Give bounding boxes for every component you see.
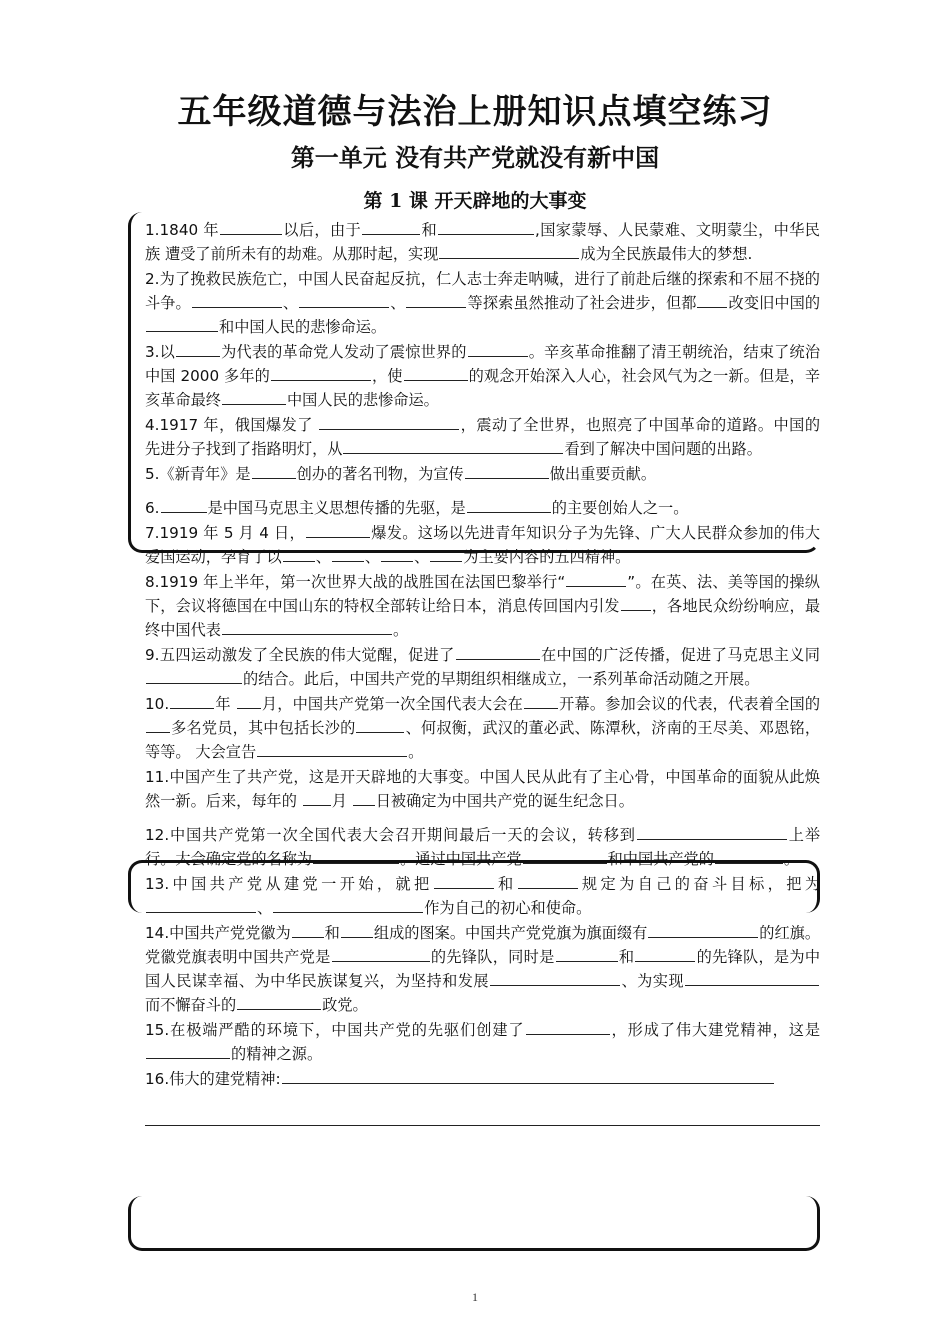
answer-blank[interactable] xyxy=(566,571,626,587)
question-text: 以后，由于 xyxy=(282,221,362,239)
scan-frame-bottom xyxy=(128,1196,820,1251)
question-text: 的先锋队，同时是 xyxy=(430,948,555,966)
question-text: 月，中国共产党第一次全国代表大会在 xyxy=(261,695,523,713)
question-text: 的精神之源。 xyxy=(231,1045,323,1063)
answer-blank[interactable] xyxy=(524,693,558,709)
answer-blank[interactable] xyxy=(271,365,371,381)
question-text: 等探索虽然推动了社会进步，但都 xyxy=(467,294,697,312)
answer-blank[interactable] xyxy=(303,790,331,806)
answer-blank[interactable] xyxy=(430,546,462,562)
question-text: 、 xyxy=(414,548,430,566)
question-text: 开幕。参加会议的代表，代表着全国的 xyxy=(558,695,821,713)
question-text: 、 xyxy=(282,294,299,312)
question-text: 的结合。此后，中国共产党的早期组织相继成立，一系列革命活动随之开展。 xyxy=(243,670,760,688)
answer-blank[interactable] xyxy=(170,693,214,709)
question-15 xyxy=(145,1018,820,1066)
question-text: 14.中国共产党党徽为 xyxy=(145,924,291,942)
question-text: 爆发。这场以先进青年知识分子为先锋、广大人民群众参加的伟大爱国运动，孕育了以 xyxy=(145,524,821,566)
question-4 xyxy=(145,413,820,461)
question-text: 、何叔衡，武汉的董必武、陈潭秋，济南的王尽美、邓恩铭，等等。 大会宣告 xyxy=(145,719,821,761)
answer-blank[interactable] xyxy=(176,341,220,357)
question-text: ，各地民众纷纷响应，最终中国代表 xyxy=(145,597,821,639)
question-1 xyxy=(145,218,820,266)
answer-blank[interactable] xyxy=(685,970,819,986)
question-5 xyxy=(145,462,820,486)
answer-blank[interactable] xyxy=(343,438,563,454)
answer-blank[interactable] xyxy=(438,219,534,235)
question-text: 12.中国共产党第一次全国代表大会召开期间最后一天的会议，转移到 xyxy=(145,826,636,844)
question-text: 15.在极端严酷的环境下，中国共产党的先驱们创建了 xyxy=(145,1021,525,1039)
question-text: 是中国马克思主义思想传播的先驱，是 xyxy=(207,499,466,517)
answer-blank[interactable] xyxy=(292,922,324,938)
page-number: 1 xyxy=(472,1290,478,1304)
answer-blank[interactable] xyxy=(635,946,695,962)
question-text: 月 xyxy=(331,792,352,810)
question-text: 、 xyxy=(390,294,406,312)
answer-blank[interactable] xyxy=(362,219,420,235)
question-text: 和中国共产党的 xyxy=(607,850,714,868)
question-text: ，形成了伟大建党精神，这是 xyxy=(610,1021,821,1039)
answer-line[interactable] xyxy=(145,1107,820,1126)
question-text: 做出重要贡献。 xyxy=(549,465,656,483)
question-text: 和 xyxy=(618,948,635,966)
question-text: 和 xyxy=(421,221,438,239)
question-text: 。 xyxy=(783,850,800,868)
question-text: 中国人民的悲惨命运。 xyxy=(286,391,439,409)
question-text: 创办的著名刊物，为宣传 xyxy=(296,465,464,483)
question-text: 改变旧中国的 xyxy=(728,294,821,312)
question-text: 16.伟大的建党精神: xyxy=(145,1070,281,1088)
question-text: 。通过中国共产党 xyxy=(400,850,522,868)
question-8 xyxy=(145,570,820,642)
answer-blank[interactable] xyxy=(523,848,607,864)
question-text: 而不懈奋斗的 xyxy=(145,996,237,1014)
question-12 xyxy=(145,823,820,871)
answer-blank[interactable] xyxy=(404,365,468,381)
question-text: 在中国的广泛传播，促进了马克思主义同 xyxy=(540,646,820,664)
question-text: 7.1919 年 5 月 4 日， xyxy=(145,524,306,542)
question-text: ,国家蒙辱、人民蒙难、文明蒙尘，中华民族 遭受了前所未有的劫难。从那时起，实现 xyxy=(145,221,820,263)
question-text: 为代表的革命党人发动了震惊世界的 xyxy=(220,343,467,361)
answer-blank[interactable] xyxy=(146,717,170,733)
answer-blank[interactable] xyxy=(381,546,413,562)
answer-blank[interactable] xyxy=(468,341,528,357)
question-text: ”。在英、法、美等国的操纵下，会议将德国在中国山东的特权全部转让给日本，消息传回国内引发 xyxy=(145,573,820,615)
question-text: 规定为自己的奋斗目标，把为 xyxy=(578,875,821,893)
question-text: 多名党员，其中包括长沙的 xyxy=(171,719,356,737)
answer-blank[interactable] xyxy=(621,595,651,611)
question-10 xyxy=(145,692,820,764)
answer-blank[interactable] xyxy=(146,316,218,332)
question-text: 和 xyxy=(324,924,340,942)
question-text: 。 xyxy=(408,743,424,761)
answer-blank[interactable] xyxy=(313,848,399,864)
answer-blank[interactable] xyxy=(146,668,242,684)
question-text: 日被确定为中国共产党的诞生纪念日。 xyxy=(375,792,634,810)
answer-blank[interactable] xyxy=(257,741,407,757)
question-text: 看到了解决中国问题的出路。 xyxy=(564,440,762,458)
question-2 xyxy=(145,267,820,339)
question-text: 和 xyxy=(494,875,517,893)
question-text: 5.《新青年》是 xyxy=(145,465,251,483)
answer-blank[interactable] xyxy=(697,292,727,308)
question-text: 8.1919 年上半年，第一次世界大战的战胜国在法国巴黎举行“ xyxy=(145,573,566,591)
question-text: 的红旗。党徽党旗表明中国共产党是 xyxy=(145,924,821,966)
question-text: 4.1917 年，俄国爆发了 xyxy=(145,416,319,434)
question-9 xyxy=(145,643,820,691)
answer-blank[interactable] xyxy=(237,994,321,1010)
question-text: 6. xyxy=(145,499,160,517)
question-text: 13.中国共产党从建党一开始，就把 xyxy=(145,875,433,893)
question-text: 的主要创始人之一。 xyxy=(551,499,689,517)
answer-blank[interactable] xyxy=(467,497,551,513)
question-text: 1.1840 年 xyxy=(145,221,219,239)
question-text: 、 xyxy=(257,899,273,917)
answer-blank[interactable] xyxy=(715,848,783,864)
answer-blank[interactable] xyxy=(220,219,282,235)
question-text: 。辛亥革命推翻了清王朝统治，结束了统治 中国 2000 多年的 xyxy=(145,343,821,385)
answer-blank[interactable] xyxy=(306,522,370,538)
question-text: 、 xyxy=(315,548,331,566)
question-text: 成为全民族最伟大的梦想. xyxy=(580,245,753,263)
question-11 xyxy=(145,765,820,813)
question-text: 、 xyxy=(364,548,381,566)
question-text: 上举行。大会确定党的名称为 xyxy=(145,826,821,868)
question-13 xyxy=(145,872,820,920)
answer-blank[interactable] xyxy=(252,463,296,479)
question-text: 的观念开始深入人心，社会风气为之一新。但是，辛亥革命最终 xyxy=(145,367,821,409)
question-text: 9.五四运动激发了全民族的伟大觉醒，促进了 xyxy=(145,646,455,664)
answer-blank[interactable] xyxy=(282,1068,774,1084)
question-text: ，使 xyxy=(371,367,403,385)
answer-blank[interactable] xyxy=(465,463,549,479)
question-text: 年 xyxy=(215,695,236,713)
answer-blank[interactable] xyxy=(439,243,579,259)
question-text: 10. xyxy=(145,695,170,713)
question-text: 组成的图案。中国共产党党旗为旗面缀有 xyxy=(373,924,648,942)
question-text: 为主要内容的五四精神。 xyxy=(463,548,631,566)
answer-blank[interactable] xyxy=(237,693,261,709)
answer-blank[interactable] xyxy=(434,873,494,889)
answer-blank[interactable] xyxy=(161,497,207,513)
question-text: 和中国人民的悲惨命运。 xyxy=(219,318,387,336)
question-text: 。 xyxy=(392,621,409,639)
question-7 xyxy=(145,521,820,569)
answer-blank[interactable] xyxy=(222,619,392,635)
question-3 xyxy=(145,340,820,412)
answer-blank[interactable] xyxy=(637,824,787,840)
answer-blank[interactable] xyxy=(556,946,618,962)
question-16 xyxy=(145,1067,820,1126)
answer-blank[interactable] xyxy=(526,1019,610,1035)
answer-blank[interactable] xyxy=(332,546,364,562)
answer-blank[interactable] xyxy=(648,922,758,938)
question-text: 的先锋队，是为中国人民谋幸福、为中华民族谋复兴，为坚持和发展 xyxy=(145,948,821,990)
question-list xyxy=(145,218,820,1127)
answer-blank[interactable] xyxy=(332,946,430,962)
answer-blank[interactable] xyxy=(490,970,620,986)
question-text: 政党。 xyxy=(322,996,368,1014)
answer-blank[interactable] xyxy=(146,897,256,913)
answer-blank[interactable] xyxy=(222,389,286,405)
answer-blank[interactable] xyxy=(356,717,404,733)
lesson-title: 第 1 课 开天辟地的大事变 xyxy=(363,190,587,212)
answer-blank[interactable] xyxy=(319,414,459,430)
page-title: 五年级道德与法治上册知识点填空练习 xyxy=(177,92,773,132)
answer-blank[interactable] xyxy=(273,897,423,913)
question-6 xyxy=(145,496,820,520)
answer-blank[interactable] xyxy=(341,922,373,938)
question-text: ，震动了全世界，也照亮了中国革命的道路。中国的先进分子找到了指路明灯，从 xyxy=(145,416,821,458)
unit-title: 第一单元 没有共产党就没有新中国 xyxy=(290,143,660,172)
answer-blank[interactable] xyxy=(353,790,375,806)
question-text: 2.为了挽救民族危亡，中国人民奋起反抗，仁人志士奔走呐喊，进行了前赴后继的探索和不屈不挠的 斗争。 xyxy=(145,270,820,312)
question-text: 11.中国产生了共产党，这是开天辟地的大事变。中国人民从此有了主心骨，中国革命的面貌从此焕然一新。后来，每年的 xyxy=(145,768,820,810)
question-14 xyxy=(145,921,820,1017)
answer-blank[interactable] xyxy=(518,873,578,889)
answer-blank[interactable] xyxy=(192,292,282,308)
answer-blank[interactable] xyxy=(283,546,315,562)
answer-blank[interactable] xyxy=(299,292,389,308)
question-text: 作为自己的初心和使命。 xyxy=(424,899,592,917)
question-text: 3.以 xyxy=(145,343,175,361)
question-text: 、为实现 xyxy=(621,972,685,990)
answer-blank[interactable] xyxy=(406,292,466,308)
answer-blank[interactable] xyxy=(456,644,540,660)
answer-blank[interactable] xyxy=(146,1043,230,1059)
